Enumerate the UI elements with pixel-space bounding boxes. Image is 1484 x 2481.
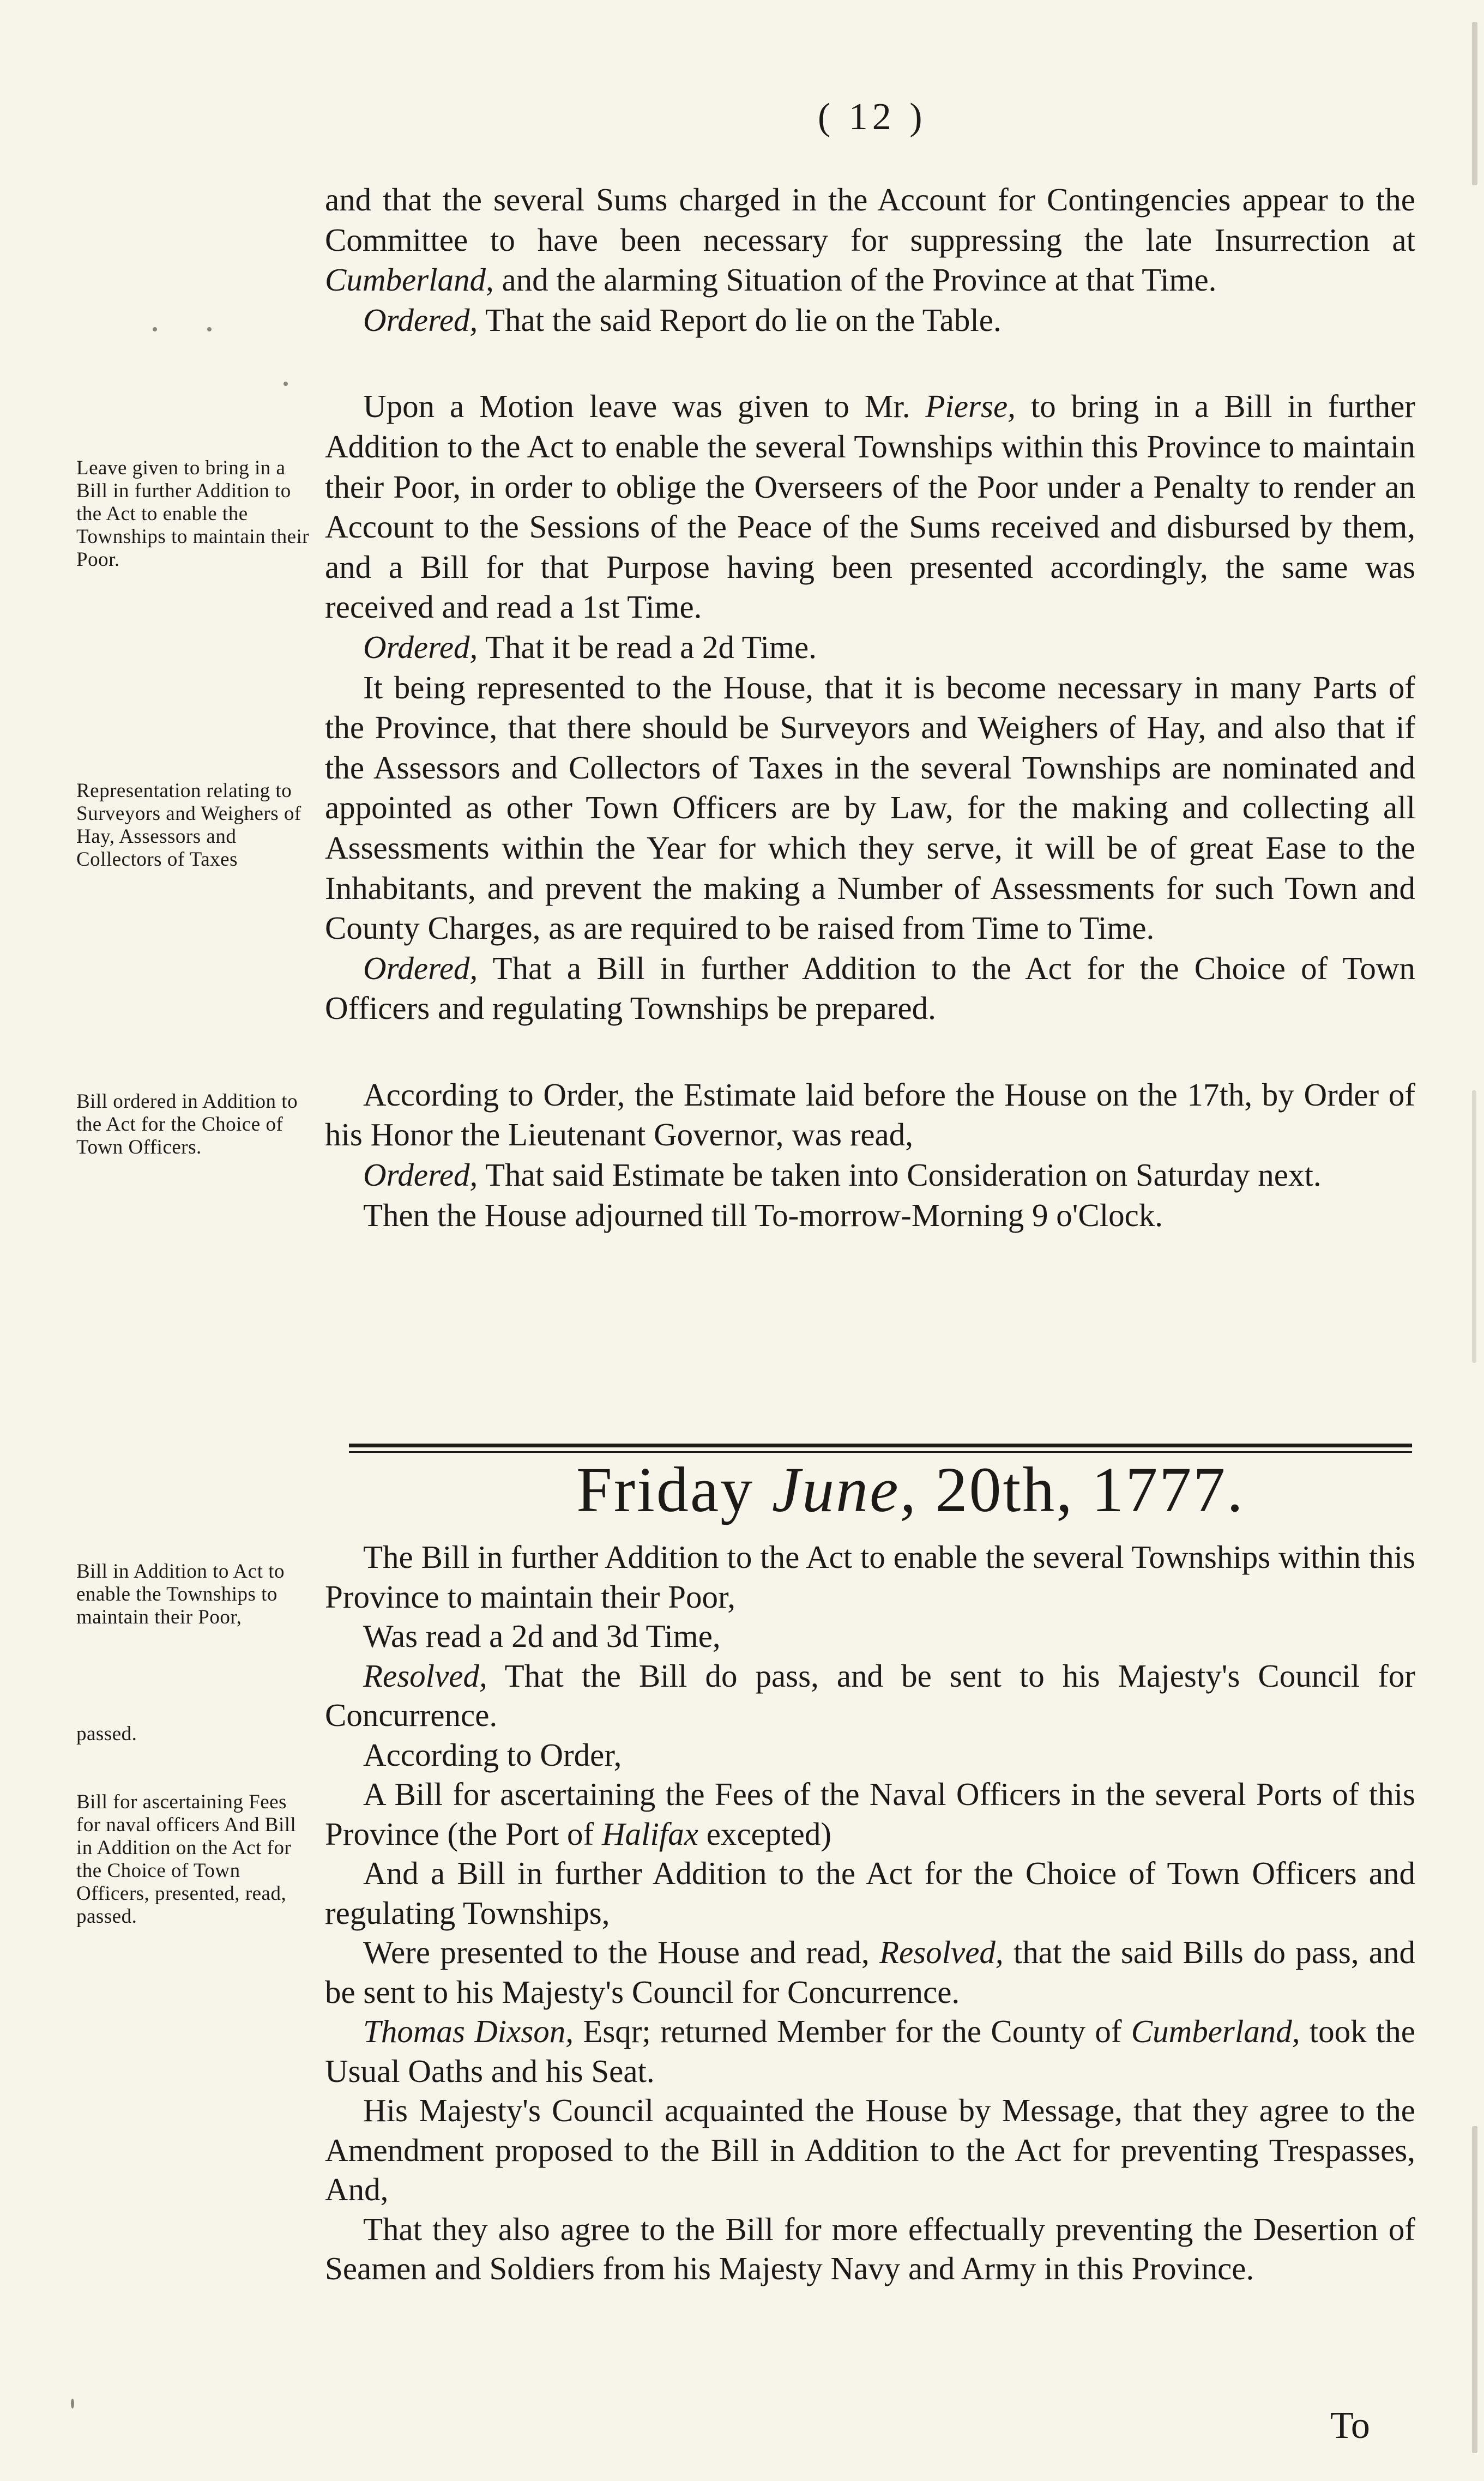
catchword: To xyxy=(1330,2405,1370,2447)
paragraph: Ordered, That it be read a 2d Time. xyxy=(363,629,817,665)
paragraph: That they also agree to the Bill for more effectually preventing the Desertion of Seamen and Soldiers from his Majesty Navy and Army in this Province. xyxy=(325,2211,1415,2286)
paragraph: Resolved, That the Bill do pass, and be sent to his Majesty's Council for Concurrence. xyxy=(325,1657,1415,1733)
paragraph: Was read a 2d and 3d Time, xyxy=(363,1618,721,1654)
paragraph: Ordered, That a Bill in further Addition to the Act for the Choice of Town Officers and regulating Townships be prepared. xyxy=(325,950,1415,1027)
italic-run: Resolved, xyxy=(363,1657,487,1694)
paper-speck xyxy=(71,2399,74,2408)
paragraph: According to Order, xyxy=(363,1736,622,1773)
paragraph: According to Order, the Estimate laid before the House on the 17th, by Order of his Honor the Lieutenant Governor, was read, xyxy=(325,1076,1415,1153)
paragraph: The Bill in further Addition to the Act to enable the several Townships within this Province to maintain their Poor, xyxy=(325,1539,1415,1615)
paragraph: Upon a Motion leave was given to Mr. Pierse, to bring in a Bill in further Addition to the Act to enable the several Townships within this Province to maintain their Poor, in order to oblige the Overseers of the Poor under a Penalty to render an Account to the Sessions of the Peace of the Sums received and disbursed by them, and a Bill for that Purpose having been presented accordingly, the same was received and read a 1st Time. xyxy=(325,388,1416,625)
paragraph: Thomas Dixson, Esqr; returned Member for the County of Cumberland, took the Usual Oaths and his Seat. xyxy=(325,2013,1415,2089)
paragraph: Then the House adjourned till To-morrow-Morning 9 o'Clock. xyxy=(363,1197,1163,1233)
paper-speck xyxy=(153,327,157,331)
italic-run: June, xyxy=(771,1454,918,1525)
paper-edge-speck xyxy=(1472,1090,1476,1363)
paragraph: Were presented to the House and read, Resolved, that the said Bills do pass, and be sent to his Majesty's Council for Concurrence. xyxy=(325,1934,1415,2010)
paper-speck xyxy=(207,327,212,331)
italic-run: Ordered, xyxy=(363,629,478,665)
italic-run: Ordered, xyxy=(363,301,478,338)
italic-run: Ordered, xyxy=(363,1157,478,1193)
paragraph: It being represented to the House, that it is become necessary in many Parts of the Province, that there should be Surveyors and Weighers of Hay, and also that if the Assessors and Collectors of Taxes in the several Townships are nominated and appointed as other Town Officers are by Law, for the making and collecting all Assessments within the Year for which they serve, it will be of great Ease to the Inhabitants, and prevent the making a Number of Assessments for such Town and County Charges, as are required to be raised from Time to Time. xyxy=(325,669,1415,946)
italic-run: Halifax xyxy=(601,1815,698,1852)
page-number: ( 12 ) xyxy=(818,96,927,138)
italic-run: Ordered, xyxy=(363,950,478,986)
main-text-block xyxy=(325,180,1415,1235)
italic-run: Cumberland, xyxy=(325,262,494,298)
margin-note-bill-ordered: Bill ordered in Addition to the Act for the Choice of Town Officers. xyxy=(76,1090,298,1158)
paragraph: His Majesty's Council acquainted the House by Message, that they agree to the Amendment proposed to the Bill in Addition to the Act for preventing Trespasses, And, xyxy=(325,2092,1415,2207)
italic-run: Pierse, xyxy=(925,388,1016,425)
margin-note-bill-poor: Bill in Addition to Act to enable the Townships to maintain their Poor, xyxy=(76,1560,285,1628)
paper-edge-speck xyxy=(1472,2126,1477,2453)
margin-note-leave-bill: Leave given to bring in a Bill in further Addition to the Act to enable the Townships to maintain their Poor. xyxy=(76,457,310,571)
paper-speck xyxy=(283,382,288,386)
paper-edge-speck xyxy=(1472,22,1477,185)
italic-run: Thomas Dixson, xyxy=(363,2013,574,2049)
margin-note-passed: passed. xyxy=(76,1723,137,1745)
paragraph: and that the several Sums charged in the Account for Contingencies appear to the Committee to have been necessary for suppressing the late Insurrection at Cumberland, and the alarming Situation of the Province at that Time. xyxy=(325,182,1415,298)
paragraph: And a Bill in further Addition to the Act for the Choice of Town Officers and regulating Townships, xyxy=(325,1855,1415,1931)
friday-text-block xyxy=(325,1537,1415,2289)
italic-run: Cumberland, xyxy=(1131,2013,1300,2049)
dateline-heading: Friday June, 20th, 1777. xyxy=(576,1454,1245,1525)
paragraph: Ordered, That said Estimate be taken into Consideration on Saturday next. xyxy=(363,1157,1322,1193)
italic-run: Resolved, xyxy=(879,1934,1004,1970)
paragraph: A Bill for ascertaining the Fees of the Naval Officers in the several Ports of this Province (the Port of Halifax excepted) xyxy=(325,1776,1415,1852)
section-rule xyxy=(349,1444,1412,1447)
paragraph: Ordered, That the said Report do lie on the Table. xyxy=(363,301,1002,338)
margin-note-bills-fees: Bill for ascertaining Fees for naval officers And Bill in Addition on the Act for the Choice of Town Officers, presented, read, passed. xyxy=(76,1791,297,1928)
margin-note-representation: Representation relating to Surveyors and Weighers of Hay, Assessors and Collectors of Taxes xyxy=(76,780,301,871)
